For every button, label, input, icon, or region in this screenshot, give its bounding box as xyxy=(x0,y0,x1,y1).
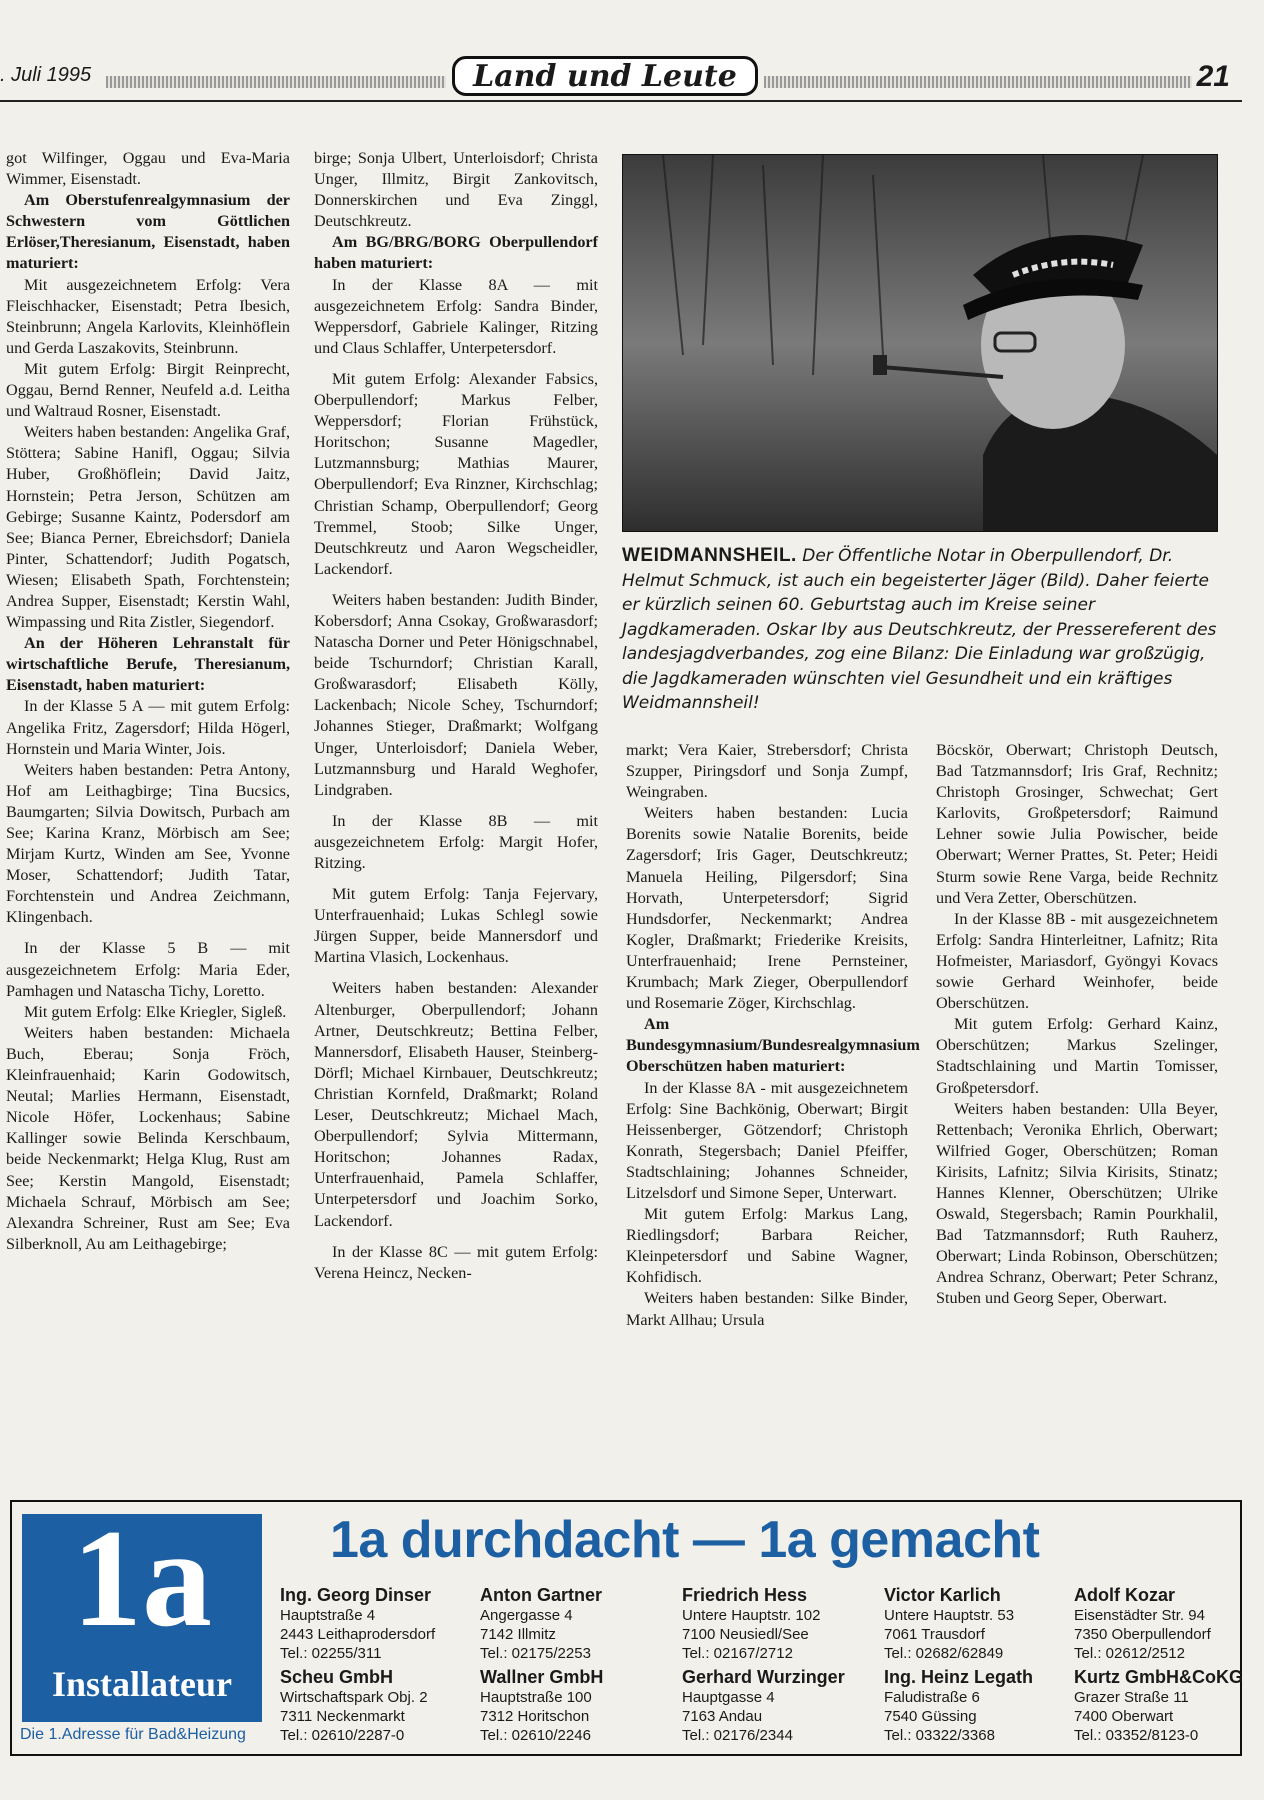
installer-city: 7540 Güssing xyxy=(884,1708,977,1725)
school-heading: Am Oberstufenrealgymnasium der Schwestern vom Göttlichen Erlöser,Theresianum, Eisenstadt, haben maturiert: xyxy=(6,191,290,273)
installer-city: 2443 Leithaprodersdorf xyxy=(280,1626,436,1643)
page-header xyxy=(0,56,1242,100)
hunter-photo xyxy=(622,154,1218,532)
paragraph: Mit gutem Erfolg: Alexander Fabsics, Oberpullendorf; Markus Felber, Weppersdorf; Florian Frühstück, Horitschon; Susanne Magedler, Lutzmannsburg; Mathias Maurer, Oberpullendorf; Eva Rinzner, Kirchschlag; Christian Schamp, Oberpullendorf; Georg Tremmel, Stoob; Silke Unger, Deutschkreutz und Aaron Wegscheidler, Lackendorf. xyxy=(314,369,598,578)
installer-phone: Tel.: 02612/2512 xyxy=(1074,1645,1185,1662)
paragraph: Mit gutem Erfolg: Gerhard Kainz, Oberschützen; Markus Szelinger, Stadtschlaining und Martin Tomisser, Großpetersdorf. xyxy=(936,1015,1218,1097)
installer-street: Hauptstraße 100 xyxy=(480,1689,592,1706)
paragraph: Mit gutem Erfolg: Birgit Reinprecht, Oggau, Bernd Renner, Neufeld a.d. Leitha und Waltraud Rosner, Eisenstadt. xyxy=(6,359,290,421)
logo-installateur-text: Installateur xyxy=(52,1664,232,1704)
installer-name: Anton Gartner xyxy=(480,1585,603,1605)
installer-entry xyxy=(884,1584,1084,1663)
ad-headline: 1a durchdacht — 1a gemacht xyxy=(330,1511,1040,1569)
paragraph: Mit gutem Erfolg: Elke Kriegler, Sigleß. xyxy=(24,1002,287,1021)
photo-image xyxy=(623,155,1217,531)
page-number: 21 xyxy=(1196,60,1230,93)
installer-phone: Tel.: 02167/2712 xyxy=(682,1645,793,1662)
installer-phone: Tel.: 02682/62849 xyxy=(884,1645,1004,1662)
installer-entry xyxy=(480,1666,680,1745)
section-title: Land und Leute xyxy=(452,56,758,96)
installer-entry xyxy=(682,1666,882,1745)
header-divider xyxy=(0,100,1242,102)
installer-name: Scheu GmbH xyxy=(280,1667,394,1687)
article-column-1 xyxy=(6,148,290,1255)
installer-phone: Tel.: 03352/8123-0 xyxy=(1074,1727,1199,1744)
installer-street: Untere Hauptstr. 53 xyxy=(884,1607,1015,1624)
paragraph: Mit ausgezeichnetem Erfolg: Vera Fleischhacker, Eisenstadt; Petra Ibesich, Steinbrunn; Angela Karlovits, Kleinhöflein und Gerda Laszakovits, Steinbrunn. xyxy=(6,275,290,357)
paragraph: Weiters haben bestanden: Michaela Buch, Eberau; Sonja Fröch, Kleinfrauenhaid; Karin Godowitsch, Neutal; Marlies Hermann, Eisenstadt, Nicole Höfer, Lockenhaus; Sabine Kallinger sowie Belinda Kerschbaum, beide Neckenmarkt; Helga Klug, Rust am See; Kerstin Mangold, Eisenstadt; Michaela Schrauf, Mörbisch am See; Alexandra Schreiner, Rust am See; Eva Silberknoll, Au am Leithagebirge; xyxy=(6,1023,290,1253)
installer-street: Angergasse 4 xyxy=(480,1607,573,1624)
installer-phone: Tel.: 02610/2246 xyxy=(480,1727,591,1744)
paragraph: In der Klasse 5 A — mit gutem Erfolg: Angelika Fritz, Zagersdorf; Hilda Högerl, Hornstein und Maria Winter, Jois. xyxy=(6,697,290,758)
installer-street: Faludistraße 6 xyxy=(884,1689,980,1706)
paragraph: markt; Vera Kaier, Strebersdorf; Christa Szupper, Piringsdorf und Sonja Zumpf, Weingraben. xyxy=(626,741,908,802)
installer-street: Untere Hauptstr. 102 xyxy=(682,1607,821,1624)
installer-name: Ing. Heinz Legath xyxy=(884,1667,1034,1687)
photo-caption xyxy=(622,544,1218,716)
paragraph: In der Klasse 8B — mit ausgezeichnetem Erfolg: Margit Hofer, Ritzing. xyxy=(314,811,598,872)
installer-name: Kurtz GmbH&CoKG xyxy=(1074,1667,1243,1687)
installer-city: 7100 Neusiedl/See xyxy=(682,1626,809,1643)
paragraph: In der Klasse 5 B — mit ausgezeichnetem Erfolg: Maria Eder, Pamhagen und Natascha Tichy, Loretto. xyxy=(6,939,290,1000)
installer-phone: Tel.: 02176/2344 xyxy=(682,1727,793,1744)
installer-street: Eisenstädter Str. 94 xyxy=(1074,1607,1205,1624)
installer-street: Hauptstraße 4 xyxy=(280,1607,376,1624)
installer-name: Adolf Kozar xyxy=(1074,1585,1175,1605)
installer-city: 7311 Neckenmarkt xyxy=(280,1708,405,1725)
paragraph: Mit gutem Erfolg: Tanja Fejervary, Unterfrauenhaid; Lukas Schlegl sowie Jürgen Supper, beide Mannersdorf und Martina Vlasich, Lockenhaus. xyxy=(314,885,598,967)
installer-name: Victor Karlich xyxy=(884,1585,1001,1605)
installateur-advertisement xyxy=(10,1500,1242,1756)
caption-headline: WEIDMANNSHEIL. xyxy=(622,545,797,566)
installer-entry xyxy=(1074,1666,1264,1745)
installer-entry xyxy=(682,1584,882,1663)
installer-entry xyxy=(280,1666,480,1745)
paragraph: Weiters haben bestanden: Lucia Borenits sowie Natalie Borenits, beide Zagersdorf; Iris Gager, Deutschkreutz; Manuela Heiling, Pilgersdorf; Sina Horvath, Unterpetersdorf; Sigrid Hundsdorfer, Neckenmarkt; Andrea Kogler, Draßmarkt; Friederike Kreisits, Unterfrauenhaid; Irene Pernsteiner, Krumbach; Mark Zieger, Oberpullendorf und Rosemarie Zöger, Kirchschlag. xyxy=(626,804,908,1013)
paragraph: Weiters haben bestanden: Silke Binder, Markt Allhau; Ursula xyxy=(626,1289,908,1329)
paragraph: birge; Sonja Ulbert, Unterloisdorf; Christa Unger, Illmitz, Birgit Zankovitsch, Donnerskirchen und Eva Zinggl, Deutschkreutz. xyxy=(314,149,598,231)
installer-street: Hauptgasse 4 xyxy=(682,1689,775,1706)
installer-name: Ing. Georg Dinser xyxy=(280,1585,432,1605)
article-column-2 xyxy=(314,148,598,1284)
article-column-4 xyxy=(936,740,1218,1310)
issue-date: . Juli 1995 xyxy=(0,64,92,86)
installer-city: 7400 Oberwart xyxy=(1074,1708,1174,1725)
paragraph: In der Klasse 8A — mit ausgezeichnetem Erfolg: Sandra Binder, Weppersdorf, Gabriele Kalinger, Ritzing und Claus Schlaffer, Unterpetersdorf. xyxy=(314,275,598,357)
paragraph: Weiters haben bestanden: Petra Antony, Hof am Leithagbirge; Tina Bucsics, Baumgarten; Silvia Dowitsch, Purbach am See; Karina Kranz, Mörbisch am See; Mirjam Kurtz, Winden am See, Yvonne Moser, Schattendorf; Judith Tatar, Forchtenstein und Andrea Zeichmann, Klingenbach. xyxy=(6,760,290,927)
installer-entry xyxy=(884,1666,1084,1745)
paragraph: Weiters haben bestanden: Judith Binder, Kobersdorf; Anna Csokay, Großwarasdorf; Natascha Dorner und Peter Hönigschnabel, beide Tschurndorf; Christian Karall, Großwarasdorf; Elisabeth Kölly, Lackenbach; Nicole Schey, Tschurndorf; Johannes Stieger, Draßmarkt; Wolfgang Unger, Unterloisdorf; Daniela Weber, Lutzmannsburg und Harald Weghofer, Lindgraben. xyxy=(314,590,598,799)
school-heading: An der Höheren Lehranstalt für wirtschaftliche Berufe, Theresianum, Eisenstadt, haben maturiert: xyxy=(6,634,290,695)
installer-city: 7061 Trausdorf xyxy=(884,1626,985,1643)
paragraph: In der Klasse 8C — mit gutem Erfolg: Verena Heincz, Necken- xyxy=(314,1242,598,1282)
paragraph: got Wilfinger, Oggau und Eva-Maria Wimmer, Eisenstadt. xyxy=(6,149,290,189)
installer-name: Wallner GmbH xyxy=(480,1667,604,1687)
installer-city: 7163 Andau xyxy=(682,1708,763,1725)
installer-name: Friedrich Hess xyxy=(682,1585,808,1605)
paragraph: Weiters haben bestanden: Angelika Graf, Stöttera; Sabine Hanifl, Oggau; Silvia Huber, Großhöflein; David Jaitz, Hornstein; Petra Jerson, Schützen am Gebirge; Susanne Kaintz, Podersdorf am See; Bianca Perner, Ebreichsdorf; Daniela Pinter, Schattendorf; Judith Pogatsch, Wiesen; Elisabeth Spath, Forchtenstein; Andrea Supper, Eisenstadt; Kerstin Wahl, Wimpassing und Rita Zistler, Siegendorf. xyxy=(6,423,290,632)
school-heading: Am Bundesgymnasium/Bundesrealgymnasium Oberschützen haben maturiert: xyxy=(626,1015,920,1076)
installer-entry xyxy=(480,1584,680,1663)
installer-street: Grazer Straße 11 xyxy=(1074,1689,1189,1706)
caption-text: Der Öffentliche Notar in Oberpullendorf, Dr. Helmut Schmuck, ist auch ein begeisterter Jäger (Bild). Daher feierte er kürzlich seinen 60. Geburtstag auch im Kreise seiner Jagdkameraden. Oskar Iby aus Deutschkreutz, der Pressereferent des landesjagdverbandes, zog eine Bilanz: Die Einladung war großzügig, die Jagdkameraden wünschten viel Gesundheit und ein kräftiges Weidmannsheil! xyxy=(622,546,1217,713)
installer-street: Wirtschaftspark Obj. 2 xyxy=(280,1689,428,1706)
installer-city: 7142 Illmitz xyxy=(480,1626,556,1643)
installer-entry xyxy=(280,1584,480,1663)
paragraph: In der Klasse 8B - mit ausgezeichnetem Erfolg: Sandra Hinterleitner, Lafnitz; Rita Hofmeister, Mariasdorf, Gyöngyi Kovacs sowie Gerhard Weinhofer, beide Oberschützen. xyxy=(936,909,1218,1013)
paragraph: In der Klasse 8A - mit ausgezeichnetem Erfolg: Sine Bachkönig, Oberwart; Birgit Heissenberger, Götzendorf; Christoph Konrath, Stegersbach; Daniel Pfeiffer, Stadtschlaining; Johannes Schneider, Litzelsdorf und Simone Seper, Unterwart. xyxy=(626,1078,908,1202)
paragraph: Weiters haben bestanden: Alexander Altenburger, Oberpullendorf; Johann Artner, Deutschkreutz; Bettina Felber, Mannersdorf, Elisabeth Hauser, Steinberg-Dörfl; Michael Kirnbauer, Deutschkreutz; Christian Kornfeld, Draßmarkt; Roland Leser, Deutschkreutz; Michael Mach, Oberpullendorf; Sylvia Mittermann, Horitschon; Johannes Radax, Unterfrauenhaid, Pamela Schlaffer, Unterpetersdorf und Joachim Sorko, Lackendorf. xyxy=(314,979,598,1230)
paragraph: Weiters haben bestanden: Ulla Beyer, Rettenbach; Veronika Ehrlich, Oberwart; Wilfried Goger, Oberschützen; Roman Kirisits, Lafnitz; Silvia Kirisits, Stinatz; Hannes Klenner, Oberschützen; Ulrike Oswald, Stegersbach; Ramin Pourkhalil, Bad Tatzmannsdorf; Ruth Rauherz, Oberwart; Linda Robinson, Oberschützen; Andrea Schranz, Oberwart; Peter Schranz, Stuben und Georg Seper, Oberwart. xyxy=(936,1099,1218,1308)
installer-name: Gerhard Wurzinger xyxy=(682,1667,845,1687)
installer-phone: Tel.: 02610/2287-0 xyxy=(280,1727,405,1744)
installer-phone: Tel.: 02255/311 xyxy=(280,1645,382,1662)
installer-city: 7312 Horitschon xyxy=(480,1708,590,1725)
paragraph: Mit gutem Erfolg: Markus Lang, Riedlingsdorf; Barbara Reicher, Kleinpetersdorf und Sabine Wagner, Kohfidisch. xyxy=(626,1205,908,1287)
school-heading: Am BG/BRG/BORG Oberpullendorf haben maturiert: xyxy=(314,233,598,273)
article-column-3 xyxy=(626,740,920,1331)
header-rule-left xyxy=(106,76,446,88)
ad-tagline: Die 1.Adresse für Bad&Heizung xyxy=(20,1726,246,1743)
installer-city: 7350 Oberpullendorf xyxy=(1074,1626,1211,1643)
installer-phone: Tel.: 02175/2253 xyxy=(480,1645,591,1662)
header-rule-right xyxy=(764,76,1192,88)
installer-phone: Tel.: 03322/3368 xyxy=(884,1727,995,1744)
installer-entry xyxy=(1074,1584,1264,1663)
installateur-logo xyxy=(22,1501,262,1722)
logo-1a-text: 1a xyxy=(72,1501,212,1656)
paragraph: Böcskör, Oberwart; Christoph Deutsch, Bad Tatzmannsdorf; Iris Graf, Rechnitz; Christoph Grosinger, Schwechat; Gert Karlovits, Großpetersdorf; Raimund Lehner sowie Julia Powischer, beide Oberwart; Werner Prattes, St. Peter; Heidi Sturm sowie Rene Varga, beide Rechnitz und Vera Zetter, Oberschützen. xyxy=(936,741,1218,907)
